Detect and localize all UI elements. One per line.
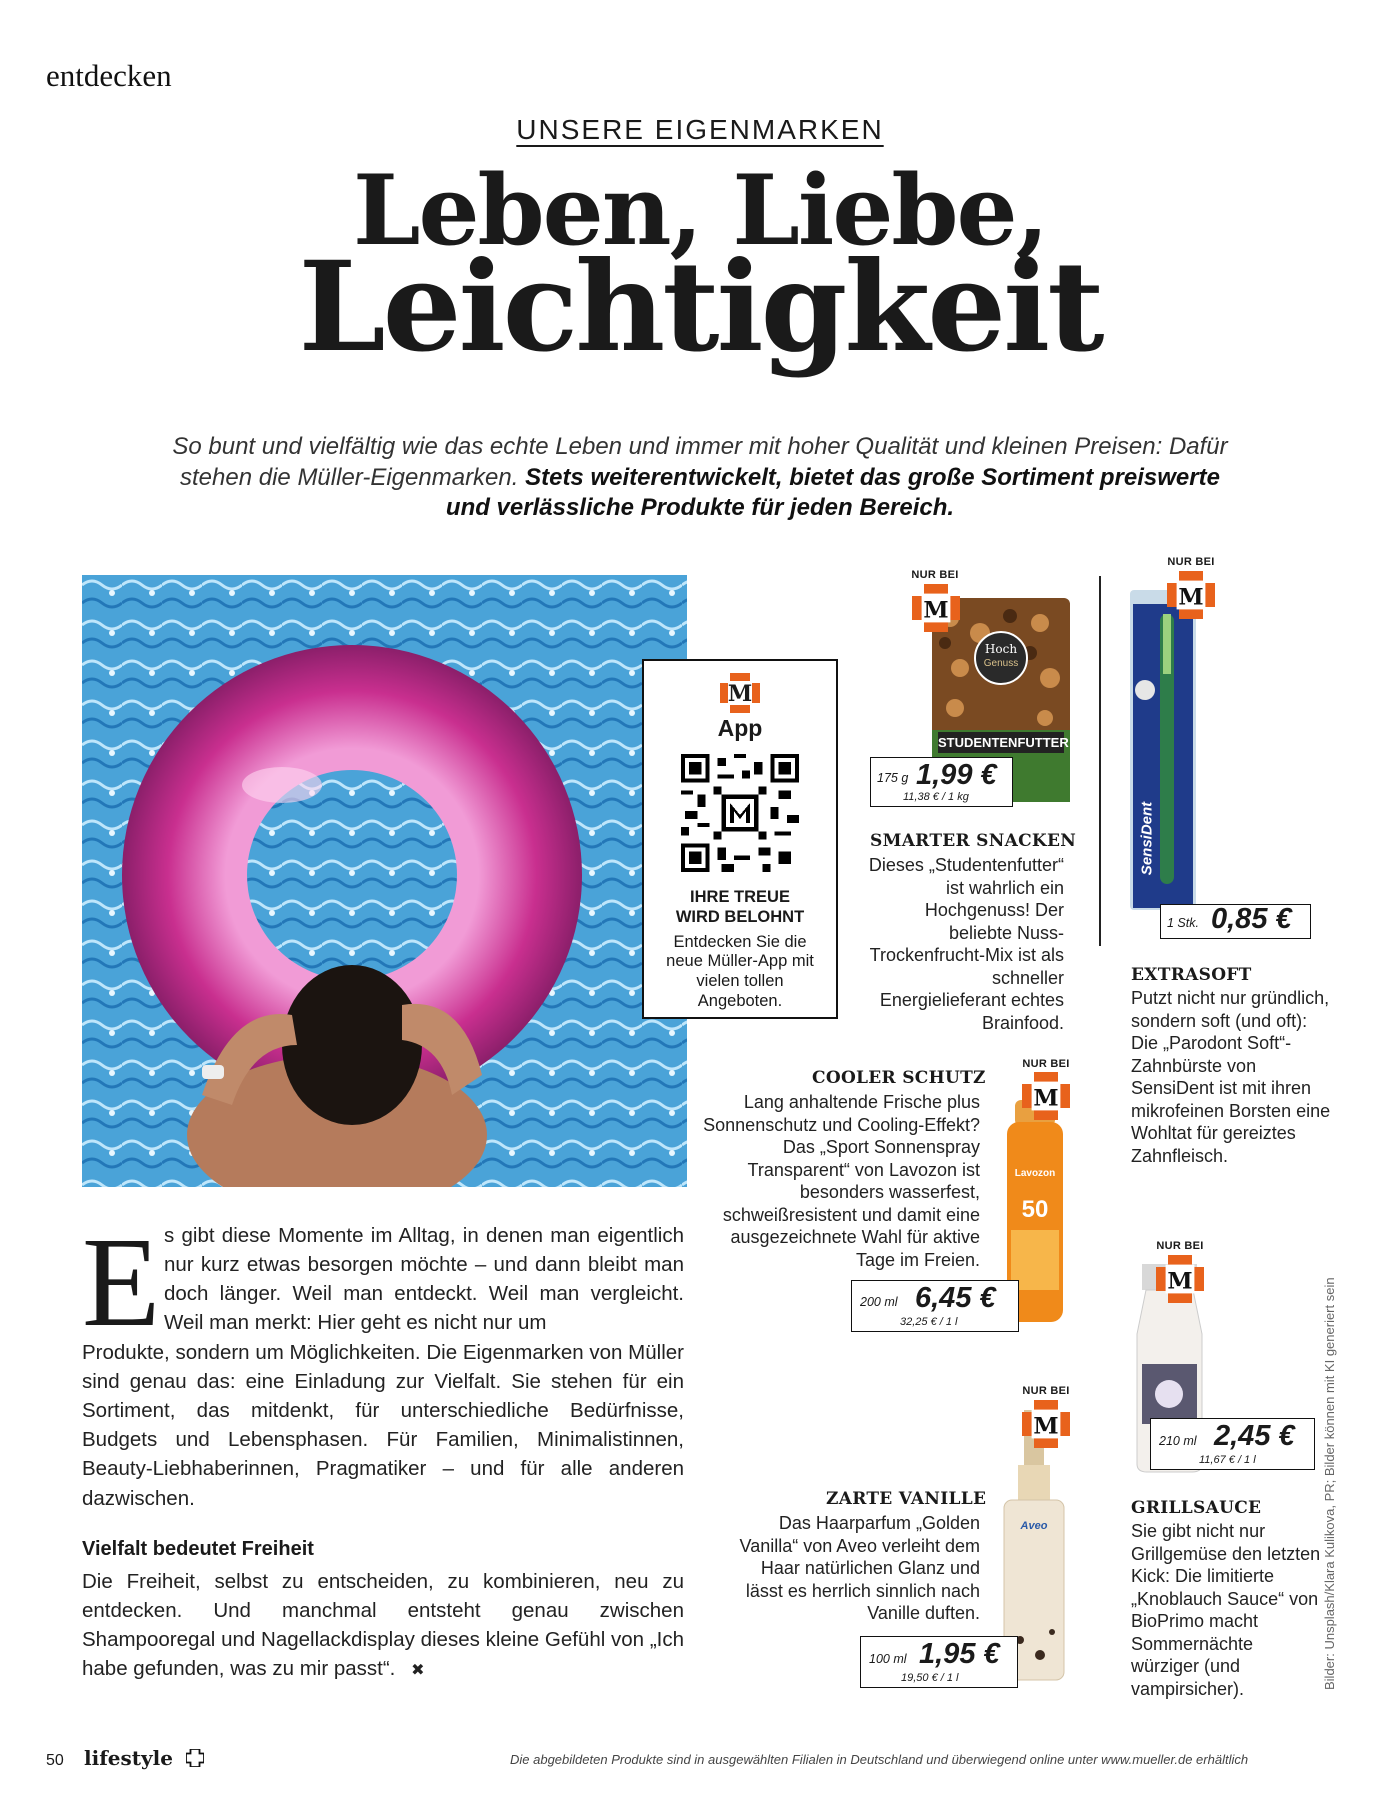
column-divider xyxy=(1099,576,1101,946)
product-text-toothbrush: Putzt nicht nur gründlich, sondern soft (und oft): Die „Parodont Soft“-Zahnbürste von SensiDent ist mit ihren mikrofeinen Borsten eine Wohltat für gereiztes Zahnfleisch. xyxy=(1131,988,1331,1166)
unit-price: 19,50 € / 1 l xyxy=(901,1672,959,1684)
price-qty: 200 ml xyxy=(860,1295,898,1309)
mueller-badge-icon xyxy=(1022,1072,1070,1120)
price-qty: 210 ml xyxy=(1159,1434,1197,1448)
perfume-brand-label: Aveo xyxy=(1020,1520,1048,1532)
snack-pack-label: STUDENTENFUTTER xyxy=(938,732,1064,753)
price-qty: 175 g xyxy=(877,771,909,785)
kicker: UNSERE EIGENMARKEN xyxy=(516,114,884,145)
price-tag-sauce xyxy=(1150,1418,1315,1470)
mueller-logo-icon xyxy=(720,673,760,713)
badge-nur-bei-sauce: NUR BEI xyxy=(1156,1240,1204,1252)
pool-photo xyxy=(82,575,687,1187)
price-tag-perfume xyxy=(860,1636,1018,1688)
svg-text:M: M xyxy=(1167,1268,1193,1295)
price-value: 0,85 € xyxy=(1211,903,1292,935)
app-heading-line-1: IHRE TREUE xyxy=(690,888,790,906)
svg-text:M: M xyxy=(1033,1085,1059,1112)
magazine-brand-name: lifestyle xyxy=(84,1746,173,1770)
mueller-badge-icon xyxy=(1156,1255,1204,1303)
drop-cap: E xyxy=(82,1211,161,1353)
app-label: App xyxy=(717,715,763,741)
intro-normal: So bunt und vielfältig wie das echte Leben und immer mit hoher Qualität und kleinen Preisen: Dafür stehen die Müller-Eigenmarken. xyxy=(172,433,1228,491)
section-label: entdecken xyxy=(46,58,172,93)
headline-line-1: Leben, Liebe, xyxy=(352,154,1048,267)
paragraph-2 xyxy=(82,1567,684,1683)
mueller-badge-icon xyxy=(1167,571,1215,619)
snack-pack-brand-2: Genuss xyxy=(983,658,1019,669)
image-credit: Bilder: Unsplash/Klara Kulikova, PR; Bilder können mit KI generiert sein xyxy=(1322,1277,1337,1690)
mueller-badge-icon xyxy=(1022,1400,1070,1448)
subheading: Vielfalt bedeutet Freiheit xyxy=(82,1538,314,1560)
app-heading xyxy=(644,888,836,928)
pool-float-illustration xyxy=(82,575,687,1187)
unit-price: 11,38 € / 1 kg xyxy=(903,791,969,803)
sunscreen-spf-label: 50 xyxy=(1021,1196,1049,1223)
price-qty: 100 ml xyxy=(869,1652,907,1666)
lead-paragraph-continued: Produkte, sondern um Möglichkeiten. Die Eigenmarken von Müller sind genau das: eine Einladung zur Vielfalt. Sie stehen für ein Sortiment, das mitdenkt, für unterschiedliche Bedürfnisse, Budgets und Lebensphasen. Für Familien, Minimalistinnen, Beauty-Liebhaberinnen, Pragmatiker – und für alle anderen dazwischen. xyxy=(82,1341,684,1510)
product-title-sunscreen: COOLER SCHUTZ xyxy=(812,1068,986,1088)
unit-price: 11,67 € / 1 l xyxy=(1199,1454,1256,1466)
product-title-toothbrush: EXTRASOFT xyxy=(1131,965,1252,985)
price-value: 6,45 € xyxy=(915,1282,996,1314)
badge-nur-bei-perfume: NUR BEI xyxy=(1022,1385,1070,1397)
lead-paragraph-start: s gibt diese Momente im Alltag, in denen man eigentlich nur kurz etwas besorgen möchte – und dann bleibt man doch länger. Weil man entdeckt. Weil man vergleicht. Weil man merkt: Hier geht es nicht nur um xyxy=(164,1224,684,1335)
product-text-sunscreen: Lang anhaltende Frische plus Sonnenschutz und Cooling-Effekt? Das „Sport Sonnenspray Transparent“ von Lavozon ist besonders wasserfest, schweißresistent und damit eine ausgezeichnete Wahl für aktive Tage im Freien. xyxy=(703,1092,980,1270)
magazine-brand xyxy=(84,1746,204,1772)
sunscreen-brand-label: Lavozon xyxy=(1014,1168,1056,1179)
product-text-sauce: Sie gibt nicht nur Grillgemüse den letzten Kick: Die limitierte „Knoblauch Sauce“ von BioPrimo macht Sommernächte würziger (und vampirsicher). xyxy=(1131,1521,1321,1699)
badge-nur-bei-snack: NUR BEI xyxy=(911,569,959,581)
price-tag-sunscreen xyxy=(851,1280,1019,1332)
product-text-snack: Dieses „Studentenfutter“ ist wahrlich ein Hochgenuss! Der beliebte Nuss-Trockenfrucht-Mix ist als schneller Energielieferant echtes Brainfood. xyxy=(868,855,1064,1033)
price-value: 2,45 € xyxy=(1214,1420,1295,1452)
toothbrush-brand-label: SensiDent xyxy=(1138,801,1156,876)
intro-text xyxy=(160,432,1240,524)
price-tag-toothbrush xyxy=(1160,904,1311,939)
product-title-sauce: GRILLSAUCE xyxy=(1131,1498,1262,1518)
mueller-outline-icon xyxy=(186,1748,204,1772)
badge-nur-bei-sunscreen: NUR BEI xyxy=(1022,1058,1070,1070)
svg-text:M: M xyxy=(1178,584,1204,611)
mueller-badge-icon xyxy=(912,584,960,632)
app-promo-box xyxy=(642,659,838,1019)
footer-disclaimer: Die abgebildeten Produkte sind in ausgewählten Filialen in Deutschland und überwiegend online unter www.mueller.de erhältlich xyxy=(510,1752,1249,1767)
price-tag-snack xyxy=(870,757,1013,807)
logo-letter: M xyxy=(727,681,753,707)
product-title-snack: SMARTER SNACKEN xyxy=(870,831,1077,851)
price-value: 1,95 € xyxy=(919,1638,1000,1670)
svg-text:M: M xyxy=(923,597,949,624)
toothbrush-pack-image xyxy=(1130,590,1196,910)
page-number: 50 xyxy=(46,1752,64,1769)
unit-price: 32,25 € / 1 l xyxy=(900,1316,958,1328)
price-qty: 1 Stk. xyxy=(1167,916,1199,930)
app-heading-line-2: WIRD BELOHNT xyxy=(675,907,805,926)
product-title-perfume: ZARTE VANILLE xyxy=(826,1489,987,1509)
paragraph-2-text: Die Freiheit, selbst zu entscheiden, zu kombinieren, neu zu entdecken. Und manchmal entsteht genau zwischen Shampooregal und Nagellackdisplay dieses kleine Gefühl von „Ich habe gefunden, was zu mir passt“. xyxy=(82,1570,684,1681)
intro-bold: Stets weiterentwickelt, bietet das große Sortiment preiswerte und verlässliche Produkte für jeden Bereich. xyxy=(445,463,1220,522)
app-text: Entdecken Sie die neue Müller-App mit vielen tollen Angeboten. xyxy=(666,932,814,1010)
end-mark-icon: ✖ xyxy=(411,1662,425,1680)
snack-pack-brand-1: Hoch xyxy=(984,642,1018,656)
product-text-perfume: Das Haarparfum „Golden Vanilla“ von Aveo verleiht dem Haar natürlichen Glanz und lässt es herrlich sinnlich nach Vanille duften. xyxy=(739,1513,980,1623)
qr-code[interactable] xyxy=(681,754,799,872)
badge-nur-bei-toothbrush: NUR BEI xyxy=(1167,556,1215,568)
price-value: 1,99 € xyxy=(916,759,997,791)
svg-text:M: M xyxy=(1033,1413,1059,1440)
headline-line-2: Leichtigkeit xyxy=(298,235,1102,380)
